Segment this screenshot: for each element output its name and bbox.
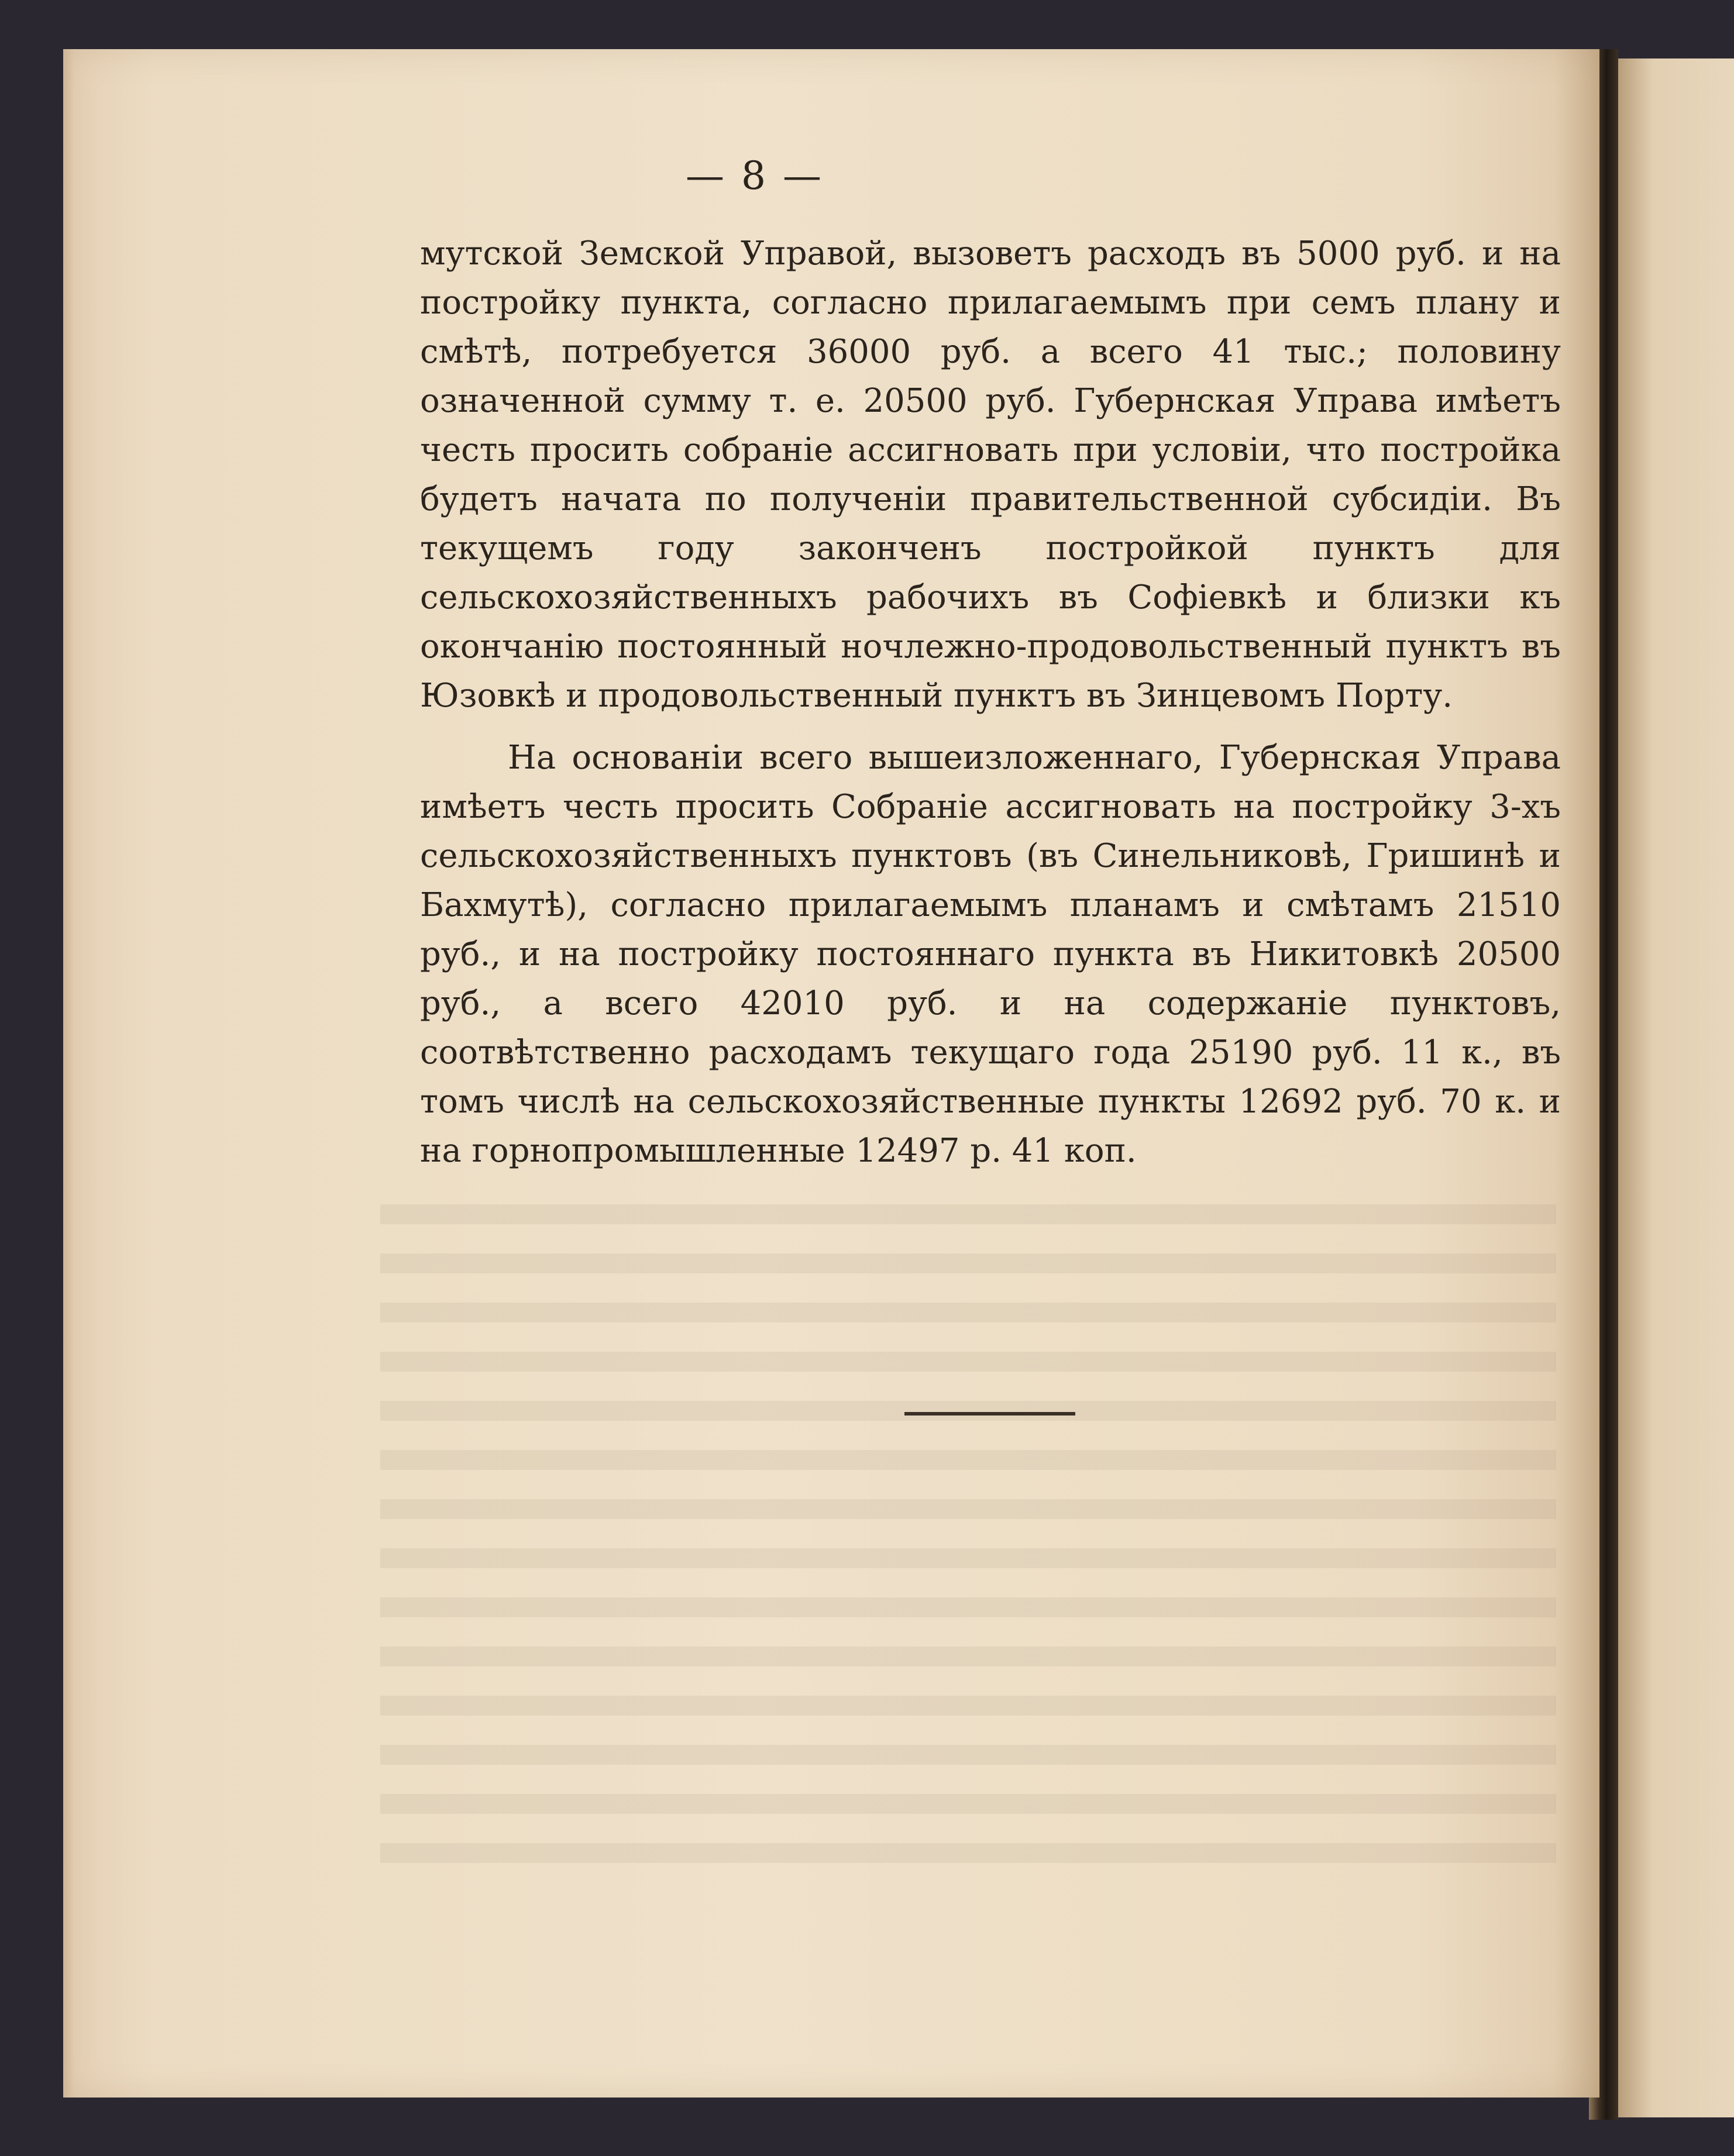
page-left-edge [63,49,74,2098]
section-divider-rule [904,1412,1075,1415]
paragraph-1: мутской Земской Управой, вызоветъ расходъ въ 5000 руб. и на постройку пункта, согласно прилагаемымъ при семъ плану и смѣтѣ, потребуется 36000 руб. а всего 41 тыс.; половину означенной сумму т. е. 20500 руб. Губернская Управа имѣетъ честь просить собраніе ассигновать при условіи, что постройка будетъ начата по полученіи правительственной субсидіи. Въ текущемъ году законченъ постройкой пунктъ для сельскохозяйственныхъ рабочихъ въ Софіевкѣ и близки къ окончанію постоянный ночлежно-продовольственный пунктъ въ Юзовкѣ и продовольственный пунктъ въ Зинцевомъ Порту. [420,235,1561,715]
body-text [420,229,1561,1176]
page-number: — 8 — [686,153,824,198]
paragraph-2: На основаніи всего вышеизложеннаго, Губернская Управа имѣетъ честь просить Собраніе ассигновать на постройку 3-хъ сельскохозяйственныхъ пунктовъ (въ Синельниковѣ, Гришинѣ и Бахмутѣ), согласно прилагаемымъ планамъ и смѣтамъ 21510 руб., и на постройку постояннаго пункта въ Никитовкѣ 20500 руб., а всего 42010 руб. и на содержаніе пунктовъ, соотвѣтственно расходамъ текущаго года 25190 руб. 11 к., въ томъ числѣ на сельскохозяйственные пункты 12692 руб. 70 к. и на горнопромышленные 12497 р. 41 коп. [420,739,1561,1170]
adjacent-page-edge [1618,58,1734,2117]
show-through-text-from-reverse [380,1190,1556,1875]
